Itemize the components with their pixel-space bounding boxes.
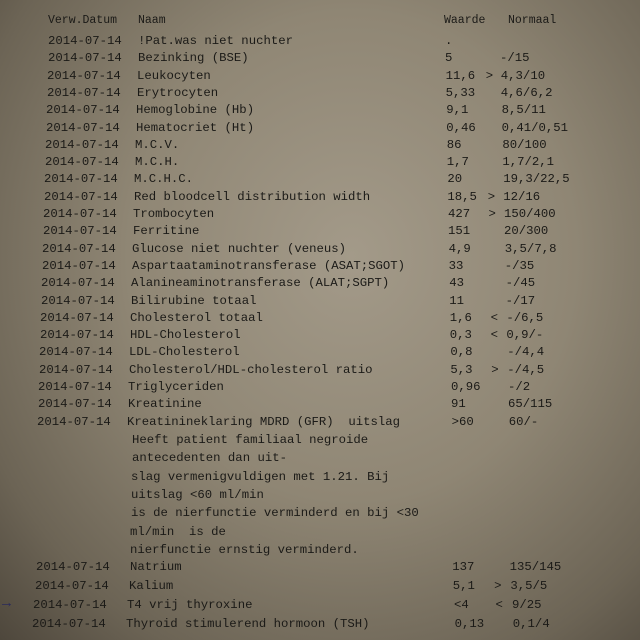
- table-row: [39, 363, 638, 377]
- row-date: 2014-07-14: [45, 155, 119, 170]
- row-name: M.C.V.: [135, 137, 180, 152]
- gfr-note-line: slag vermenigvuldigen met 1.21. Bij: [131, 469, 390, 484]
- row-date: 2014-07-14: [47, 68, 121, 83]
- row-flag: <: [490, 310, 498, 325]
- row-date: 2014-07-14: [43, 224, 117, 239]
- row-date: 2014-07-14: [46, 120, 120, 135]
- row-date: 2014-07-14: [41, 276, 115, 291]
- row-name: Hemoglobine (Hb): [136, 103, 255, 118]
- gfr-note-line: nierfunctie ernstig verminderd.: [130, 542, 359, 557]
- table-row: [41, 276, 638, 290]
- row-normal: 0,9/-: [506, 328, 544, 343]
- row-name: Kreatinine: [128, 397, 202, 412]
- table-row: [48, 51, 638, 65]
- row-date: 2014-07-14: [35, 579, 109, 593]
- table-row: [36, 560, 638, 574]
- row-normal: 12/16: [503, 189, 541, 204]
- table-row: [41, 294, 638, 308]
- row-normal: -/2: [508, 380, 531, 394]
- row-name: Leukocyten: [137, 68, 211, 83]
- row-normal: -/35: [504, 258, 535, 273]
- table-row: [35, 579, 638, 593]
- row-date: 2014-07-14: [41, 293, 115, 308]
- row-name: M.C.H.C.: [134, 172, 194, 187]
- gfr-note-line: Heeft patient familiaal negroide: [132, 433, 369, 447]
- row-normal: 4,6/6,2: [500, 85, 553, 100]
- row-name: LDL-Cholesterol: [129, 345, 240, 360]
- row-value: 0,46: [446, 120, 476, 135]
- row-name: Glucose niet nuchter (veneus): [132, 241, 347, 256]
- row-date: 2014-07-14: [44, 189, 118, 204]
- table-row: [43, 224, 638, 238]
- row-value: 151: [448, 224, 471, 239]
- row-value: 5: [445, 51, 453, 66]
- header-name: Naam: [138, 14, 166, 27]
- row-name: Thyroid stimulerend hormoon (TSH): [126, 617, 370, 631]
- row-normal: 135/145: [509, 560, 562, 574]
- row-normal: -/15: [500, 51, 530, 66]
- row-name: Kreatinineklaring MDRD (GFR) uitslag: [127, 414, 401, 429]
- header-normal: Normaal: [508, 14, 557, 27]
- row-normal: 19,3/22,5: [503, 172, 570, 187]
- row-value: .: [445, 34, 453, 48]
- row-date: 2014-07-14: [33, 598, 107, 612]
- row-date: 2014-07-14: [36, 560, 110, 574]
- table-row: [48, 34, 638, 48]
- row-value: 1,6: [449, 310, 472, 325]
- table-row: [42, 259, 638, 273]
- row-date: 2014-07-14: [44, 172, 118, 187]
- row-name: Alanineaminotransferase (ALAT;SGPT): [131, 276, 390, 291]
- row-name: HDL-Cholesterol: [130, 328, 241, 343]
- table-row: [46, 121, 638, 135]
- row-value: 11: [449, 293, 464, 308]
- row-name: Hematocriet (Ht): [136, 120, 255, 135]
- row-normal: 0,41/0,51: [501, 120, 569, 135]
- row-date: 2014-07-14: [42, 258, 116, 273]
- row-date: 2014-07-14: [45, 137, 119, 152]
- row-date: 2014-07-14: [40, 328, 114, 343]
- row-name: Cholesterol/HDL-cholesterol ratio: [129, 362, 373, 377]
- handwritten-arrow-icon: →: [2, 595, 12, 612]
- row-flag: <: [490, 328, 498, 343]
- row-date: 2014-07-14: [37, 414, 111, 429]
- header-date: Verw.Datum: [48, 14, 118, 27]
- row-name: Natrium: [130, 560, 182, 574]
- row-normal: 4,3/10: [500, 68, 546, 83]
- row-normal: 0,1/4: [512, 617, 550, 631]
- table-row: [47, 86, 638, 100]
- row-normal: -/4,5: [507, 362, 545, 377]
- table-row: [42, 242, 638, 256]
- row-value: 427: [448, 207, 471, 221]
- row-date: 2014-07-14: [42, 241, 116, 256]
- gfr-note-line: antecedenten dan uit-: [132, 451, 287, 466]
- row-normal: 1,7/2,1: [502, 155, 555, 170]
- table-row: [37, 415, 638, 429]
- gfr-note-line: uitslag <60 ml/min: [131, 487, 264, 502]
- row-date: 2014-07-14: [48, 51, 122, 66]
- row-normal: 60/-: [508, 414, 539, 429]
- row-date: 2014-07-14: [40, 310, 114, 325]
- row-value: 91: [451, 397, 466, 412]
- row-name: Aspartaataminotransferase (ASAT;SGOT): [132, 258, 406, 273]
- row-normal: 3,5/7,8: [504, 241, 557, 256]
- row-flag: <: [495, 598, 503, 612]
- table-row: [43, 207, 638, 221]
- row-value: 33: [448, 258, 464, 273]
- row-flag: >: [491, 362, 499, 377]
- table-row: [33, 598, 638, 612]
- row-normal: 65/115: [508, 397, 553, 412]
- row-flag: >: [487, 189, 496, 204]
- row-name: Erytrocyten: [137, 85, 219, 100]
- row-name: M.C.H.: [135, 155, 180, 170]
- row-name: Triglyceriden: [128, 380, 224, 394]
- row-value: 137: [452, 560, 475, 574]
- row-name: !Pat.was niet nuchter: [138, 34, 293, 48]
- row-value: 18,5: [447, 189, 477, 204]
- row-value: 5,1: [452, 579, 475, 593]
- table-row: [45, 138, 638, 152]
- row-value: 0,8: [450, 345, 473, 360]
- row-date: 2014-07-14: [47, 85, 121, 100]
- row-normal: 20/300: [504, 224, 549, 239]
- row-value: 0,96: [451, 380, 481, 394]
- gfr-note-line: is de nierfunctie verminderd en bij <30: [131, 506, 419, 521]
- row-name: Bezinking (BSE): [138, 51, 249, 66]
- row-value: 4,9: [448, 241, 471, 256]
- row-value: 43: [449, 276, 464, 291]
- table-row: [40, 328, 638, 342]
- table-row: [47, 69, 638, 83]
- row-date: 2014-07-14: [48, 34, 122, 48]
- row-normal: -/45: [505, 276, 536, 291]
- header-value: Waarde: [444, 14, 486, 27]
- row-value: 1,7: [446, 155, 469, 170]
- table-row: [45, 155, 638, 169]
- table-row: [40, 311, 638, 325]
- row-date: 2014-07-14: [32, 617, 106, 631]
- row-normal: -/6,5: [506, 310, 544, 325]
- row-value: 86: [446, 137, 462, 152]
- table-row: [44, 172, 638, 186]
- row-date: 2014-07-14: [43, 207, 117, 221]
- row-flag: >: [485, 68, 494, 83]
- row-value: 11,6: [445, 68, 476, 83]
- row-value: 9,1: [446, 103, 469, 118]
- row-value: 5,33: [445, 85, 476, 100]
- table-row: [38, 380, 638, 394]
- row-name: Trombocyten: [133, 207, 215, 221]
- row-value: <4: [454, 598, 469, 612]
- row-value: >60: [451, 414, 474, 429]
- table-row: [32, 617, 638, 631]
- table-header: [48, 14, 638, 28]
- row-normal: -/17: [505, 293, 536, 308]
- row-normal: 9/25: [512, 598, 542, 612]
- table-row: [38, 397, 638, 411]
- row-value: 5,3: [450, 362, 473, 377]
- row-date: 2014-07-14: [38, 397, 112, 412]
- row-normal: -/4,4: [507, 345, 545, 360]
- row-normal: 80/100: [502, 137, 547, 152]
- row-name: Red bloodcell distribution width: [134, 189, 371, 204]
- row-value: 0,3: [449, 328, 472, 343]
- row-normal: 8,5/11: [501, 103, 546, 118]
- table-row: [39, 345, 638, 359]
- row-date: 2014-07-14: [38, 380, 112, 394]
- row-date: 2014-07-14: [39, 345, 113, 360]
- row-name: Kalium: [129, 579, 174, 593]
- row-date: 2014-07-14: [46, 103, 120, 118]
- row-name: Bilirubine totaal: [131, 293, 257, 308]
- row-value: 20: [447, 172, 463, 187]
- row-name: Ferritine: [133, 224, 200, 239]
- table-row: [44, 190, 638, 204]
- row-normal: 150/400: [504, 207, 556, 221]
- row-date: 2014-07-14: [39, 362, 113, 377]
- table-row: [46, 103, 638, 117]
- gfr-note-line: ml/min is de: [130, 524, 226, 539]
- row-value: 0,13: [454, 617, 485, 631]
- row-flag: >: [488, 207, 496, 221]
- row-normal: 3,5/5: [510, 579, 548, 593]
- row-name: T4 vrij thyroxine: [127, 598, 253, 612]
- row-flag: >: [494, 579, 502, 593]
- row-name: Cholesterol totaal: [130, 310, 263, 325]
